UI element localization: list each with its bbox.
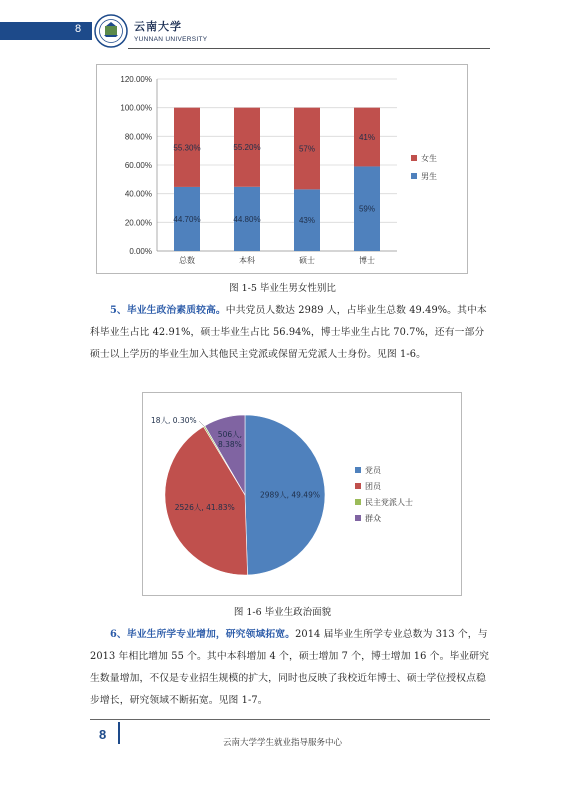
figure-caption-1-5: 图 1-5 毕业生男女性别比 — [229, 283, 336, 294]
paragraph-body: 中共党员人数达 2989 人，占毕业生总数 49.49%。其中本科毕业生占比 42.91%，硕士毕业生占比 56.94%，博士毕业生占比 70.7%，还有一部分硕士以上学历的毕业生加入其他民主党派或保留无党派人士身份。见图 1-6。 — [90, 305, 487, 360]
data-label: 41% — [358, 133, 376, 143]
university-name-cn: 云南大学 — [134, 20, 182, 33]
data-label: 43% — [298, 216, 316, 226]
pie-data-label: 506人, — [217, 429, 243, 439]
header-rule — [128, 48, 490, 49]
pie-chart — [143, 393, 461, 595]
paragraph-majors — [90, 624, 490, 712]
pie-data-label: 2526人, 41.83% — [174, 502, 235, 512]
legend-swatch — [411, 155, 417, 161]
y-tick-label: 80.00% — [124, 132, 152, 142]
legend-swatch — [355, 499, 361, 505]
footer-text: 云南大学学生就业指导服务中心 — [222, 738, 342, 748]
pie-chart-frame — [142, 392, 462, 596]
legend-label: 党员 — [365, 466, 381, 475]
header-page-number: 8 — [74, 23, 82, 35]
x-tick-label: 硕士 — [299, 256, 315, 265]
pie-data-label: 2989人, 49.49% — [260, 490, 320, 500]
x-tick-label: 本科 — [239, 256, 255, 265]
bar-chart — [97, 65, 467, 273]
data-label: 44.80% — [233, 214, 261, 224]
y-tick-label: 60.00% — [124, 161, 152, 170]
pie-data-label: 8.38% — [217, 439, 242, 449]
data-label: 59% — [358, 204, 376, 214]
data-label: 55.20% — [233, 143, 261, 153]
legend-label: 女生 — [421, 154, 437, 163]
footer-page-number: 8 — [99, 727, 107, 742]
footer-rule — [90, 719, 490, 720]
university-name-en: YUNNAN UNIVERSITY — [134, 36, 208, 43]
x-tick-label: 博士 — [359, 256, 375, 265]
paragraph-heading: 6、毕业生所学专业增加，研究领域拓宽。 — [110, 629, 296, 640]
university-logo-icon — [94, 14, 128, 48]
paragraph-political — [90, 300, 490, 366]
data-label: 57% — [298, 144, 316, 154]
legend-swatch — [355, 467, 361, 473]
data-label: 44.70% — [173, 214, 201, 224]
legend-swatch — [355, 515, 361, 521]
bar-chart-frame — [96, 64, 468, 274]
x-tick-label: 总数 — [179, 256, 195, 265]
legend-swatch — [411, 173, 417, 179]
y-tick-label: 40.00% — [124, 189, 152, 199]
y-tick-label: 20.00% — [124, 218, 152, 228]
paragraph-body: 2014 届毕业生所学专业总数为 313 个，与 2013 年相比增加 55 个。其中本科增加 4 个，硕士增加 7 个，博士增加 16 个。毕业研究生数量增加，不仅是专业招生规模的扩大，同时也反映了我校近年博士、硕士学位授权点稳步增长，研究领域不断拓宽。见图 1-7。 — [90, 629, 490, 706]
pie-data-label: 18人, 0.30% — [151, 416, 197, 425]
y-tick-label: 120.00% — [120, 75, 152, 84]
figure-caption-1-6: 图 1-6 毕业生政治面貌 — [233, 607, 332, 618]
paragraph-heading: 5、毕业生政治素质较高。 — [110, 305, 226, 316]
y-tick-label: 100.00% — [120, 103, 152, 113]
legend-label: 群众 — [365, 514, 381, 523]
legend-label: 男生 — [421, 172, 437, 181]
leader-line — [199, 421, 204, 426]
y-tick-label: 0.00% — [129, 247, 152, 256]
data-label: 55.30% — [173, 143, 201, 153]
legend-swatch — [355, 483, 361, 489]
legend-label: 民主党派人士 — [365, 498, 413, 507]
legend-label: 团员 — [365, 482, 381, 491]
